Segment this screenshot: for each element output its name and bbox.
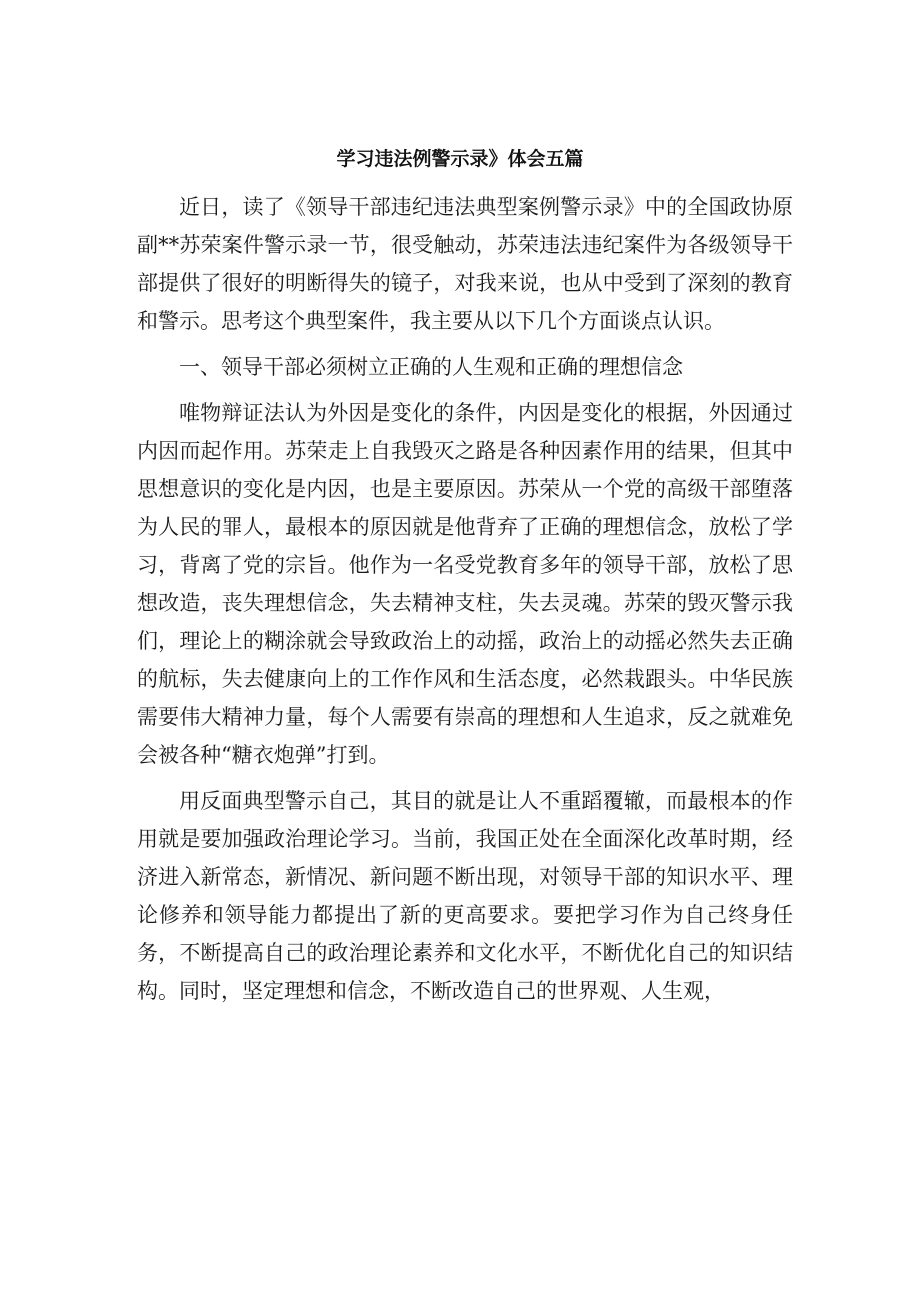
paragraph-section-1: 唯物辩证法认为外因是变化的条件，内因是变化的根据，外因通过内因而起作用。苏荣走上自我毁灭之路是各种因素作用的结果，但其中思想意识的变化是内因，也是主要原因。苏荣从一个党的高级干部堕落为人民的罪人，最根本的原因就是他背弃了正确的理想信念，放松了学习，背离了党的宗旨。他作为一名受党教育多年的领导干部，放松了思想改造，丧失理想信念，失去精神支柱，失去灵魂。苏荣的毁灭警示我们，理论上的糊涂就会导致政治上的动摇，政治上的动摇必然失去正确的航标，失去健康向上的工作作风和生活态度，必然栽跟头。中华民族需要伟大精神力量，每个人需要有崇高的理想和人生追求，反之就难免会被各种“糖衣炮弹”打到。	[137, 401, 793, 767]
section-heading-1: 一、领导干部必须树立正确的人生观和正确的理想信念	[179, 355, 683, 379]
document-title: 学习违法例警示录》体会五篇	[336, 148, 584, 170]
paragraph-intro: 近日，读了《领导干部违纪违法典型案例警示录》中的全国政协原副**苏荣案件警示录一节，很受触动，苏荣违法违纪案件为各级领导干部提供了很好的明断得失的镜子，对我来说，也从中受到了深刻的教育和警示。思考这个典型案件，我主要从以下几个方面谈点认识。	[137, 195, 793, 333]
paragraph-study: 用反面典型警示自己，其目的就是让人不重蹈覆辙，而最根本的作用就是要加强政治理论学习。当前，我国正处在全面深化改革时期，经济进入新常态，新情况、新问题不断出现，对领导干部的知识水平、理论修养和领导能力都提出了新的更高要求。要把学习作为自己终身任务，不断提高自己的政治理论素养和文化水平，不断优化自己的知识结构。同时，坚定理想和信念，不断改造自己的世界观、人生观，	[137, 789, 793, 1003]
document-body	[137, 188, 793, 1010]
